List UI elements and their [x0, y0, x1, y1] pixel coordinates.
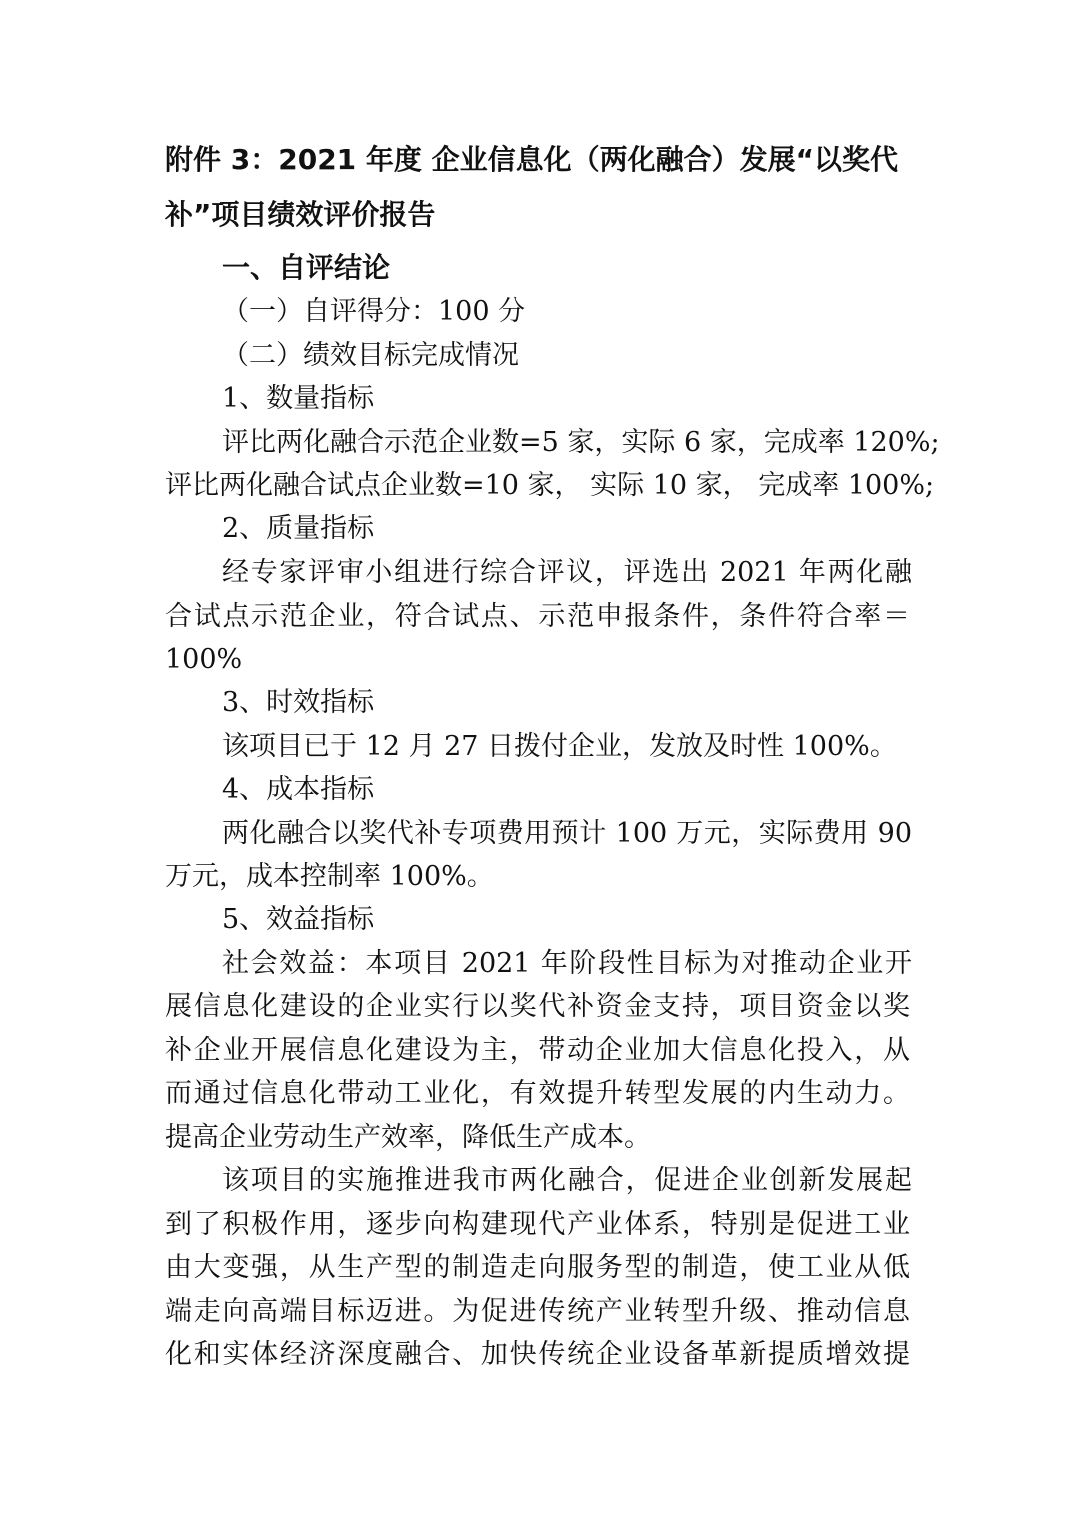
benefit-line-3: 补企业开展信息化建设为主，带动企业加大信息化投入，从 — [165, 1035, 910, 1066]
impact-line-1: 该项目的实施推进我市两化融合，促进企业创新发展起 — [222, 1165, 912, 1196]
cost-line-2: 万元，成本控制率 100%。 — [165, 861, 494, 892]
impact-line-5: 化和实体经济深度融合、加快传统企业设备革新提质增效提 — [165, 1339, 910, 1370]
benefit-line-1: 社会效益：本项目 2021 年阶段性目标为对推动企业开 — [222, 948, 912, 979]
impact-line-4: 端走向高端目标迈进。为促进传统产业转型升级、推动信息 — [165, 1296, 910, 1327]
benefit-line-4: 而通过信息化带动工业化，有效提升转型发展的内生动力。 — [165, 1078, 910, 1109]
quantity-heading: 1、数量指标 — [222, 383, 375, 414]
quantity-line-2: 评比两化融合试点企业数=10 家， 实际 10 家， 完成率 100%; — [165, 470, 935, 501]
benefit-heading: 5、效益指标 — [222, 904, 375, 935]
impact-line-2: 到了积极作用，逐步向构建现代产业体系，特别是促进工业 — [165, 1209, 910, 1240]
quality-heading: 2、质量指标 — [222, 513, 375, 544]
benefit-line-2: 展信息化建设的企业实行以奖代补资金支持，项目资金以奖 — [165, 991, 910, 1022]
quality-line-1: 经专家评审小组进行综合评议，评选出 2021 年两化融 — [222, 557, 912, 588]
report-title-line-1: 附件 3：2021 年度 企业信息化（两化融合）发展“以奖代 — [165, 143, 899, 176]
goals-heading: （二）绩效目标完成情况 — [222, 340, 519, 371]
quality-line-2: 合试点示范企业，符合试点、示范申报条件，条件符合率＝ — [165, 601, 910, 632]
self-score-line: （一）自评得分：100 分 — [222, 296, 526, 327]
impact-line-3: 由大变强，从生产型的制造走向服务型的制造，使工业从低 — [165, 1252, 910, 1283]
timeliness-heading: 3、时效指标 — [222, 687, 375, 718]
cost-line-1: 两化融合以奖代补专项费用预计 100 万元，实际费用 90 — [222, 818, 912, 849]
quantity-line-1: 评比两化融合示范企业数=5 家，实际 6 家，完成率 120%; — [222, 427, 940, 458]
quality-line-3: 100% — [165, 644, 243, 675]
cost-heading: 4、成本指标 — [222, 774, 375, 805]
report-title-line-2: 补”项目绩效评价报告 — [165, 198, 436, 231]
benefit-line-5: 提高企业劳动生产效率，降低生产成本。 — [165, 1122, 651, 1153]
section-heading-conclusion: 一、自评结论 — [222, 251, 391, 284]
timeliness-line-1: 该项目已于 12 月 27 日拨付企业，发放及时性 100%。 — [222, 731, 897, 762]
